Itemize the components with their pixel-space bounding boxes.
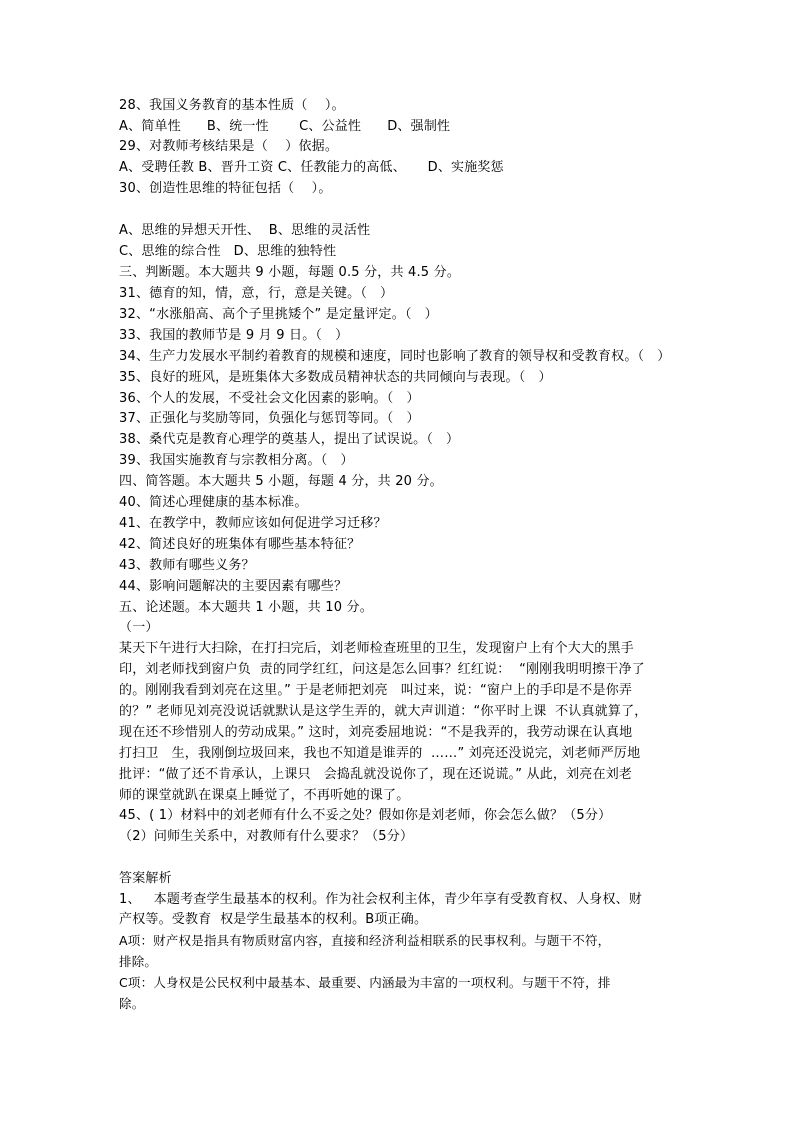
question-40: 40、简述心理健康的基本标准。 — [119, 495, 308, 510]
question-33: 33、我国的教师节是 9 月 9 日。（ ） — [119, 328, 349, 343]
question-39: 39、我国实施教育与宗教相分离。（ ） — [119, 453, 354, 468]
case-label: （一） — [119, 620, 159, 635]
question-45-part-1: 45、( 1）材料中的刘老师有什么不妥之处？假如你是刘老师，你会怎么做？（5分） — [119, 808, 612, 823]
question-43: 43、教师有哪些义务？ — [119, 558, 255, 573]
case-paragraph-line: 师的课堂就趴在课桌上睡觉了，不再听她的课了。 — [119, 788, 410, 803]
section-5-heading: 五、论述题。本大题共 1 小题，共 10 分。 — [119, 600, 373, 615]
question-37: 37、正强化与奖励等同，负强化与惩罚等同。（ ） — [119, 411, 420, 426]
question-31: 31、德育的知，情，意，行，意是关键。（ ） — [119, 286, 394, 301]
question-29-options: A、受聘任教 B、晋升工资 C、任教能力的高低、 D、实施奖惩 — [119, 160, 504, 175]
question-34: 34、生产力发展水平制约着教育的规模和速度，同时也影响了教育的领导权和受教育权。（ ） — [119, 349, 671, 364]
question-36: 36、个人的发展，不受社会文化因素的影响。（ ） — [119, 391, 420, 406]
case-paragraph-line: 批评：“做了还不肯承认，上课只 会捣乱就没说你了，现在还说谎。” 从此，刘亮在刘老 — [119, 767, 633, 782]
question-45-part-2: （2）问师生关系中，对教师有什么要求？（5分） — [119, 829, 414, 844]
section-3-heading: 三、判断题。本大题共 9 小题，每题 0.5 分，共 4.5 分。 — [119, 265, 461, 280]
answer-1-line: 产权等。受教育 权是学生最基本的权利。B项正确。 — [119, 912, 428, 927]
question-32: 32、“水涨船高、高个子里挑矮个” 是定量评定。（ ） — [119, 307, 438, 322]
answer-1-option-a: A项：财产权是指具有物质财富内容，直接和经济利益相联系的民事权利。与题干不符， — [119, 933, 611, 948]
question-42: 42、简述良好的班集体有哪些基本特征？ — [119, 537, 361, 552]
question-28: 28、我国义务教育的基本性质（ ）。 — [119, 98, 345, 113]
answer-1-line: 1、 本题考查学生最基本的权利。作为社会权利主体，青少年享有受教育权、人身权、财 — [119, 892, 643, 907]
question-30-options-ab: A、思维的异想天开性、 B、思维的灵活性 — [119, 223, 371, 238]
case-paragraph-line: 现在还不珍惜别人的劳动成果。” 这时，刘亮委屈地说：“不是我弄的，我劳动课在认真地 — [119, 725, 633, 740]
question-35: 35、良好的班风，是班集体大多数成员精神状态的共同倾向与表现。（ ） — [119, 370, 552, 385]
question-28-options: A、简单性 B、统一性 C、公益性 D、强制性 — [119, 119, 451, 134]
case-paragraph-line: 的？” 老师见刘亮没说话就默认是这学生弄的，就大声训道：“你平时上课 不认真就算了， — [119, 704, 648, 719]
answer-heading: 答案解析 — [119, 871, 172, 886]
question-44: 44、影响问题解决的主要因素有哪些？ — [119, 579, 348, 594]
question-41: 41、在教学中，教师应该如何促进学习迁移？ — [119, 516, 387, 531]
question-38: 38、桑代克是教育心理学的奠基人，提出了试误说。（ ） — [119, 432, 460, 447]
case-paragraph-line: 的。刚刚我看到刘亮在这里。” 于是老师把刘亮 叫过来，说：“窗户上的手印是不是你弄 — [119, 683, 633, 698]
case-paragraph-line: 某天下午进行大扫除，在打扫完后，刘老师检查班里的卫生，发现窗户上有个大大的黑手 — [119, 641, 634, 656]
question-30: 30、创造性思维的特征包括（ ）。 — [119, 181, 332, 196]
question-30-options-cd: C、思维的综合性 D、思维的独特性 — [119, 244, 337, 259]
answer-1-option-a-cont: 排除。 — [119, 954, 158, 969]
answer-1-option-c: C项：人身权是公民权利中最基本、最重要、内涵最为丰富的一项权利。与题干不符，排 — [119, 975, 611, 990]
question-29: 29、对教师考核结果是（ ）依据。 — [119, 139, 339, 154]
case-paragraph-line: 打扫卫 生，我刚倒垃圾回来，我也不知道是谁弄的 ……” 刘亮还没说完，刘老师严厉地 — [119, 746, 641, 761]
section-4-heading: 四、简答题。本大题共 5 小题，每题 4 分，共 20 分。 — [119, 474, 443, 489]
case-paragraph-line: 印，刘老师找到窗户负 责的同学红红，问这是怎么回事？红红说： “刚刚我明明擦干净了 — [119, 662, 645, 677]
answer-1-option-c-cont: 除。 — [119, 996, 145, 1011]
